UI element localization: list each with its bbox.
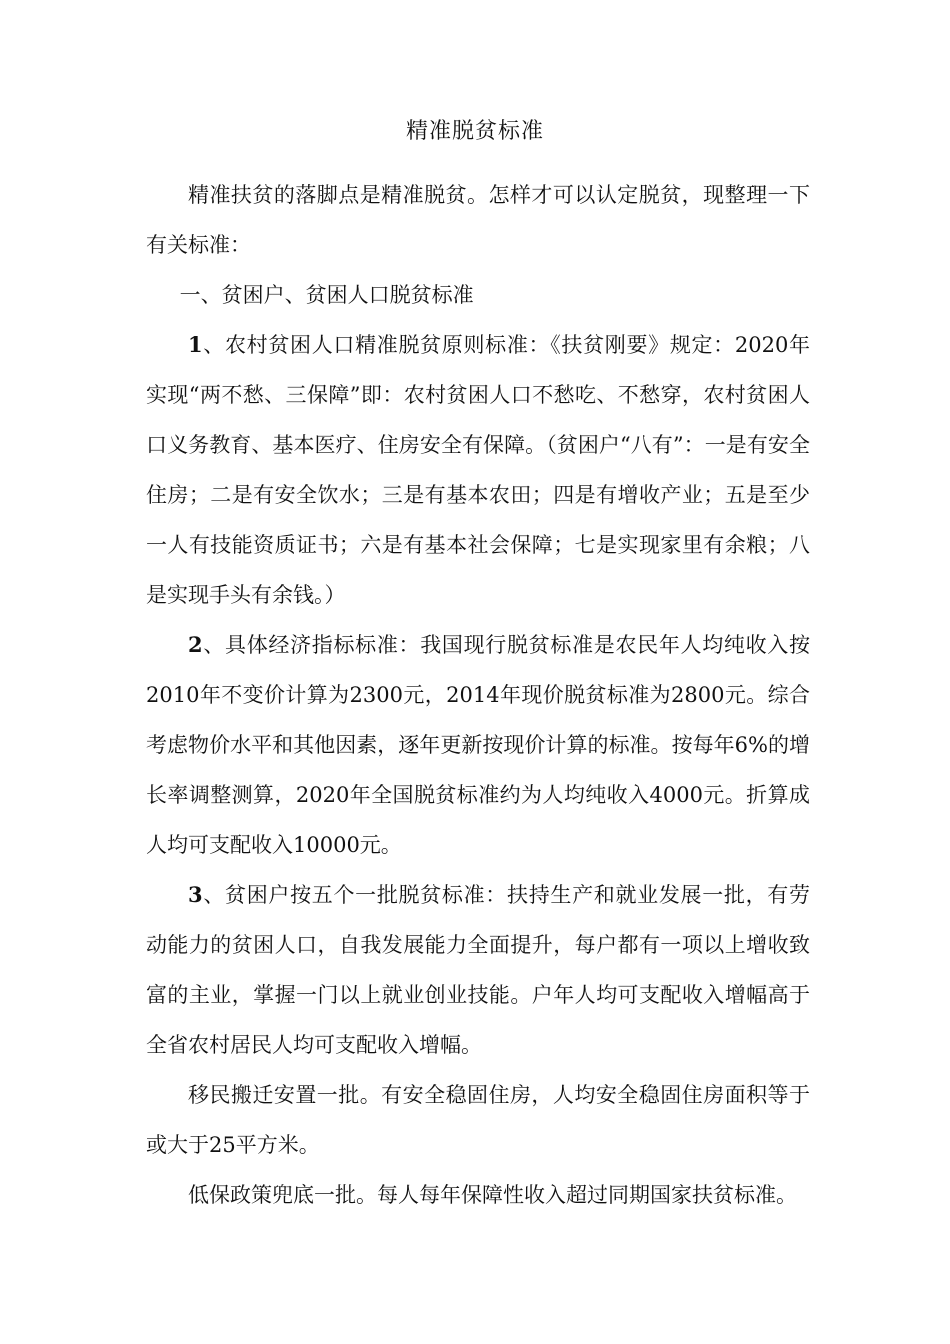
welfare-paragraph: 低保政策兜底一批。每人每年保障性收入超过同期国家扶贫标准。 xyxy=(188,1183,797,1207)
item-3-paragraph xyxy=(146,870,810,1070)
item-1-paragraph xyxy=(146,320,810,620)
document-title: 精准脱贫标准 xyxy=(405,119,544,144)
item-1-number: 1 xyxy=(188,332,203,357)
item-1-text: 、农村贫困人口精准脱贫原则标准：《扶贫刚要》规定：2020年实现“两不愁、三保障”即：农村贫困人口不愁吃、不愁穿，农村贫困人口义务教育、基本医疗、住房安全有保障。（贫困户“八有”：一是有安全住房；二是有安全饮水；三是有基本农田；四是有增收产业；五是至少一人有技能资质证书；六是有基本社会保障；七是实现家里有余粮；八是实现手头有余钱。） xyxy=(146,333,810,607)
section-heading: 一、贫困户、贫困人口脱贫标准 xyxy=(179,283,474,307)
item-3-number: 3 xyxy=(188,882,203,907)
item-3-text: 、贫困户按五个一批脱贫标准：扶持生产和就业发展一批，有劳动能力的贫困人口，自我发展能力全面提升，每户都有一项以上增收致富的主业，掌握一门以上就业创业技能。户年人均可支配收入增幅高于全省农村居民人均可支配收入增幅。 xyxy=(146,883,810,1057)
item-2-text: 、具体经济指标标准：我国现行脱贫标准是农民年人均纯收入按2010年不变价计算为2300元，2014年现价脱贫标准为2800元。综合考虑物价水平和其他因素，逐年更新按现价计算的标准。按每年6%的增长率调整测算，2020年全国脱贫标准约为人均纯收入4000元。折算成人均可支配收入10000元。 xyxy=(146,633,810,857)
intro-paragraph: 精准扶贫的落脚点是精准脱贫。怎样才可以认定脱贫，现整理一下有关标准： xyxy=(146,183,810,257)
relocation-paragraph: 移民搬迁安置一批。有安全稳固住房，人均安全稳固住房面积等于或大于25平方米。 xyxy=(146,1083,810,1157)
item-2-paragraph xyxy=(146,620,810,870)
item-2-number: 2 xyxy=(188,632,203,657)
document-body xyxy=(146,170,810,1220)
